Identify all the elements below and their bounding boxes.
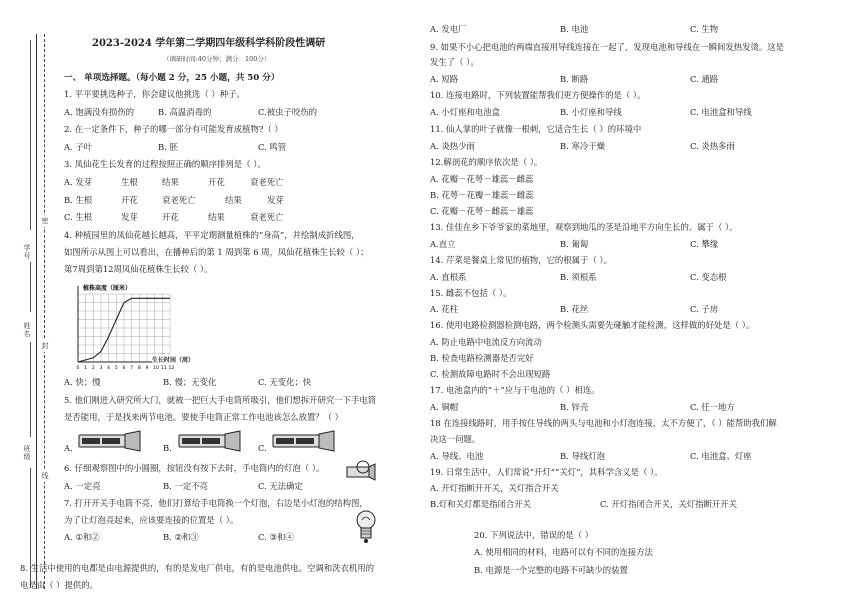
flashlight-b-icon xyxy=(178,430,244,452)
binding-blank-3 xyxy=(30,342,31,437)
q6-option-a: A. 一定亮 xyxy=(64,481,101,491)
q3-c-4: 结果 xyxy=(208,212,225,222)
question-7-line2: 为了让灯泡亮起来，应该要连接的位置是（ ）。 xyxy=(64,515,239,525)
question-3-stem: 3. 凤仙花生长发育的过程按照正确的顺序排列是（ ）。 xyxy=(64,159,266,169)
bulb-structure-icon xyxy=(354,508,378,548)
q14-option-b: B. 须根系 xyxy=(560,272,597,282)
question-10-stem: 10. 连接电路时，下列装置能帮我们更方便操作的是（ ）。 xyxy=(430,90,646,100)
q5-option-b: B. xyxy=(163,443,172,453)
question-4-line1: 4. 种植园里的凤仙花越长越高，平平定期测量植株的“身高”，并绘制成折线图， xyxy=(64,230,360,240)
chart-ylabel: 植株高度（厘米） xyxy=(83,285,132,292)
q20-option-a: A. 使用相同的材料，电路可以有不同的连接方法 xyxy=(474,547,653,557)
question-19-stem: 19. 日常生活中，人们常说“开灯”“关灯”，其科学含义是（ ）。 xyxy=(430,467,663,477)
chart-x-tick-label: 10 xyxy=(153,366,159,371)
q4-option-a: A. 快；慢 xyxy=(64,377,101,387)
chart-x-tick-label: 5 xyxy=(114,366,118,371)
question-11-stem: 11. 仙人掌的叶子就像一根刺，它适合生长（ ）的环境中 xyxy=(430,124,642,134)
q3-b-3: 衰老死亡 xyxy=(162,195,196,205)
q11-option-c: C. 炎热多雨 xyxy=(690,141,735,151)
q4-option-b: B. 慢；无变化 xyxy=(163,377,217,387)
question-16-stem: 16. 使用电路检测器检测电路，两个检测头需要先碰触才能检测，这样做的好处是（ ）。 xyxy=(430,320,755,330)
q7-option-c: C. ③和④ xyxy=(258,532,294,542)
q10-option-b: B. 小灯座和导线 xyxy=(560,107,622,117)
flashlight-c-icon xyxy=(272,430,338,452)
exam-title: 2023-2024 学年第二学期四年级科学科阶段性调研 xyxy=(92,38,326,49)
binding-blank-1 xyxy=(30,40,31,230)
q19-option-a: A. 开灯指断开开关，关灯指合开关 xyxy=(430,483,559,493)
question-6-stem: 6. 仔细观察图中的小圆圈，按钮没有按下去时，手电筒内的灯泡（ ）。 xyxy=(64,463,325,473)
binding-label-name: 姓名 xyxy=(23,322,31,338)
q20-option-b: B. 电源是一个完整的电路不可缺少的装置 xyxy=(474,565,628,575)
chart-x-tick-label: 8 xyxy=(137,366,141,371)
q3-a-5: 衰老死亡 xyxy=(250,177,284,187)
binding-line-dashed xyxy=(44,34,45,589)
question-7-line1: 7. 打开开关手电筒不亮，他们打算给手电筒换一个灯泡，右边是小灯泡的结构图， xyxy=(64,498,368,508)
q3-c-5: 衰老死亡 xyxy=(250,212,284,222)
question-12-stem: 12.解剖花的顺序依次是（ ）。 xyxy=(430,157,543,167)
q6-option-c: C. 无法确定 xyxy=(258,481,303,491)
q17-option-b: B. 锌壳 xyxy=(560,402,589,412)
chart-x-tick-label: 12 xyxy=(168,366,175,371)
q8-option-a: A. 发电厂 xyxy=(430,24,467,34)
q13-option-c: C. 攀缘 xyxy=(690,239,719,249)
q12-option-a: A. 花瓣－花萼－雄蕊－雌蕊 xyxy=(430,174,534,184)
question-9-line1: 9. 如果不小心把电池的两端直接用导线连接在一起了，发现电池和导线在一瞬间发热发烫。这是 xyxy=(430,42,785,52)
chart-x-tick-label: 11 xyxy=(160,366,167,371)
flashlight-circuit-icon xyxy=(346,459,376,485)
question-17-stem: 17. 电池盒内的“＋”应与干电池的（ ）相连。 xyxy=(430,385,600,395)
q16-option-a: A. 防止电路中电流反方向流动 xyxy=(430,337,542,347)
question-1-stem: 1. 平平要挑选种子，你会建议他挑选（ ）种子。 xyxy=(64,89,245,99)
q3-c-1: C. 生根 xyxy=(64,212,93,222)
q3-c-2: 发芽 xyxy=(121,212,138,222)
question-9-line2: 发生了（ ）。 xyxy=(430,57,479,67)
q14-option-c: C. 变态根 xyxy=(690,272,727,282)
q17-option-a: A. 铜帽 xyxy=(430,402,459,412)
q10-option-a: A. 小灯座和电池盒 xyxy=(430,107,500,117)
q16-option-c: C. 检测故障电路时不会出现短路 xyxy=(430,369,551,379)
binding-label-class: 班级 xyxy=(23,445,31,461)
q3-b-5: 发芽 xyxy=(267,195,284,205)
q15-option-a: A. 花柱 xyxy=(430,304,459,314)
q3-a-1: A. 发芽 xyxy=(64,177,93,187)
q9-option-c: C. 通路 xyxy=(690,74,719,84)
question-8-line1: 8. 生活中使用的电都是由电源提供的，有的是发电厂供电，有的是电池供电。空调和洗衣机用的 xyxy=(20,563,375,573)
q19-option-c: C. 开灯指闭合开关，关灯指断开开关 xyxy=(600,499,738,509)
question-5-line1: 5. 他们刚进入研究所大门，就被一把巨大手电筒所吸引，他们想拆开研究一下手电筒 xyxy=(64,395,377,405)
q3-b-4: 结果 xyxy=(225,195,242,205)
chart-x-tick-label: 6 xyxy=(122,366,126,371)
question-8-line2: 电是由（ ）提供的。 xyxy=(20,580,99,590)
q8-option-b: B. 电池 xyxy=(560,24,589,34)
question-20-stem: 20. 下列说法中，错误的是（ ） xyxy=(474,530,594,540)
question-18-line2: 决这一问题。 xyxy=(430,434,481,444)
binding-mi: 密 xyxy=(41,217,49,225)
chart-xlabel: 生长时间（周） xyxy=(152,357,195,364)
question-18-line1: 18 在连接线路时，用手按住导线的两头与电池和小灯泡连接，太不方便了，（ ）能帮助我们解 xyxy=(430,418,777,428)
q3-a-4: 开花 xyxy=(208,177,225,187)
chart-x-tick-label: 9 xyxy=(145,366,149,371)
q1-option-c: C.被虫子咬伤的 xyxy=(258,107,318,117)
q3-a-3: 结果 xyxy=(162,177,179,187)
chart-x-tick-label: 4 xyxy=(107,366,111,371)
q3-c-3: 开花 xyxy=(162,212,179,222)
question-4-line2: 如图所示从图上可以看出，在播种后的第 1 周到第 6 周，凤仙花植株生长较（ ）； xyxy=(64,247,369,257)
q11-option-a: A. 炎热少雨 xyxy=(430,141,475,151)
question-13-stem: 13. 佳佳在乡下爷爷家的菜地里，观察到地瓜的茎是沿地平方向生长的。属于（ ）。 xyxy=(430,222,738,232)
q17-option-c: C. 任一地方 xyxy=(690,402,735,412)
chart-x-tick-label: 1 xyxy=(84,366,88,371)
exam-subtitle: （调研时间:40分钟；满分：100分） xyxy=(163,55,271,63)
question-4-line3: 第7周到第12周凤仙花植株生长较（ ）。 xyxy=(64,264,213,274)
q11-option-b: B. 寒冷干燥 xyxy=(560,141,605,151)
chart-x-tick-label: 7 xyxy=(130,366,134,371)
q19-option-b: B.灯和关灯都是指闭合开关 xyxy=(430,499,531,509)
q12-option-b: B. 花萼－花瓣－雄蕊－雌蕊 xyxy=(430,190,534,200)
q16-option-b: B. 检查电路检测器是否完好 xyxy=(430,353,534,363)
q4-option-c: C. 无变化；快 xyxy=(258,377,312,387)
q13-option-b: B. 匍匐 xyxy=(560,239,589,249)
q2-option-a: A. 子叶 xyxy=(64,142,93,152)
question-5-line2: 是否能用，于是找来两节电池。要使手电筒正常工作电池该怎么放置？（ ） xyxy=(64,412,344,422)
q7-option-a: A. ①和② xyxy=(64,532,100,542)
q3-a-2: 生根 xyxy=(121,177,138,187)
q18-option-b: B. 导线灯泡 xyxy=(560,451,605,461)
q2-option-b: B. 胚 xyxy=(158,142,178,152)
q18-option-a: A. 导线、电池 xyxy=(430,451,484,461)
binding-line-left xyxy=(36,34,37,589)
q14-option-a: A. 直根系 xyxy=(430,272,467,282)
q7-option-b: B. ②和③ xyxy=(163,532,199,542)
q3-b-2: 开花 xyxy=(121,195,138,205)
q15-option-b: B. 花丝 xyxy=(560,304,589,314)
q1-option-a: A. 饱满没有损伤的 xyxy=(64,107,134,117)
q13-option-a: A.直立 xyxy=(430,239,456,249)
chart-x-tick-label: 0 xyxy=(76,366,80,371)
question-2-stem: 2. 在一定条件下，种子的哪一部分有可能发育成植物?（ ） xyxy=(64,124,283,134)
q10-option-c: C. 电池盒和导线 xyxy=(690,107,752,117)
binding-blank-2 xyxy=(30,262,31,312)
q5-option-c: C. xyxy=(258,443,267,453)
binding-feng: 封 xyxy=(41,342,49,350)
chart-x-tick-label: 2 xyxy=(91,366,95,371)
q15-option-c: C. 子房 xyxy=(690,304,719,314)
section-heading: 一、 单项选择题。（每小题 2 分，25 小题，共 50 分） xyxy=(64,73,280,83)
q5-option-a: A. xyxy=(64,443,73,453)
flashlight-a-icon xyxy=(78,430,144,452)
binding-label-school: 学号 xyxy=(23,244,31,260)
q1-option-b: B. 高温消毒的 xyxy=(158,107,212,117)
q9-option-a: A. 短路 xyxy=(430,74,459,84)
question-15-stem: 15. 雌蕊不包括（ ）。 xyxy=(430,288,512,298)
question-14-stem: 14. 芹菜是餐桌上常见的植物，它的根属于（ ）。 xyxy=(430,255,612,265)
q12-option-c: C. 花瓣－花萼－雌蕊－雄蕊 xyxy=(430,206,534,216)
q8-option-c: C. 生物 xyxy=(690,24,719,34)
q3-b-1: B. 生根 xyxy=(64,195,93,205)
q2-option-c: C. 鸣管 xyxy=(258,142,287,152)
q6-option-b: B. 一定不亮 xyxy=(163,481,208,491)
binding-xian: 线 xyxy=(41,472,49,480)
q9-option-b: B. 断路 xyxy=(560,74,589,84)
q18-option-c: C. 电池盒、灯座 xyxy=(690,451,752,461)
chart-x-tick-label: 3 xyxy=(99,366,103,371)
